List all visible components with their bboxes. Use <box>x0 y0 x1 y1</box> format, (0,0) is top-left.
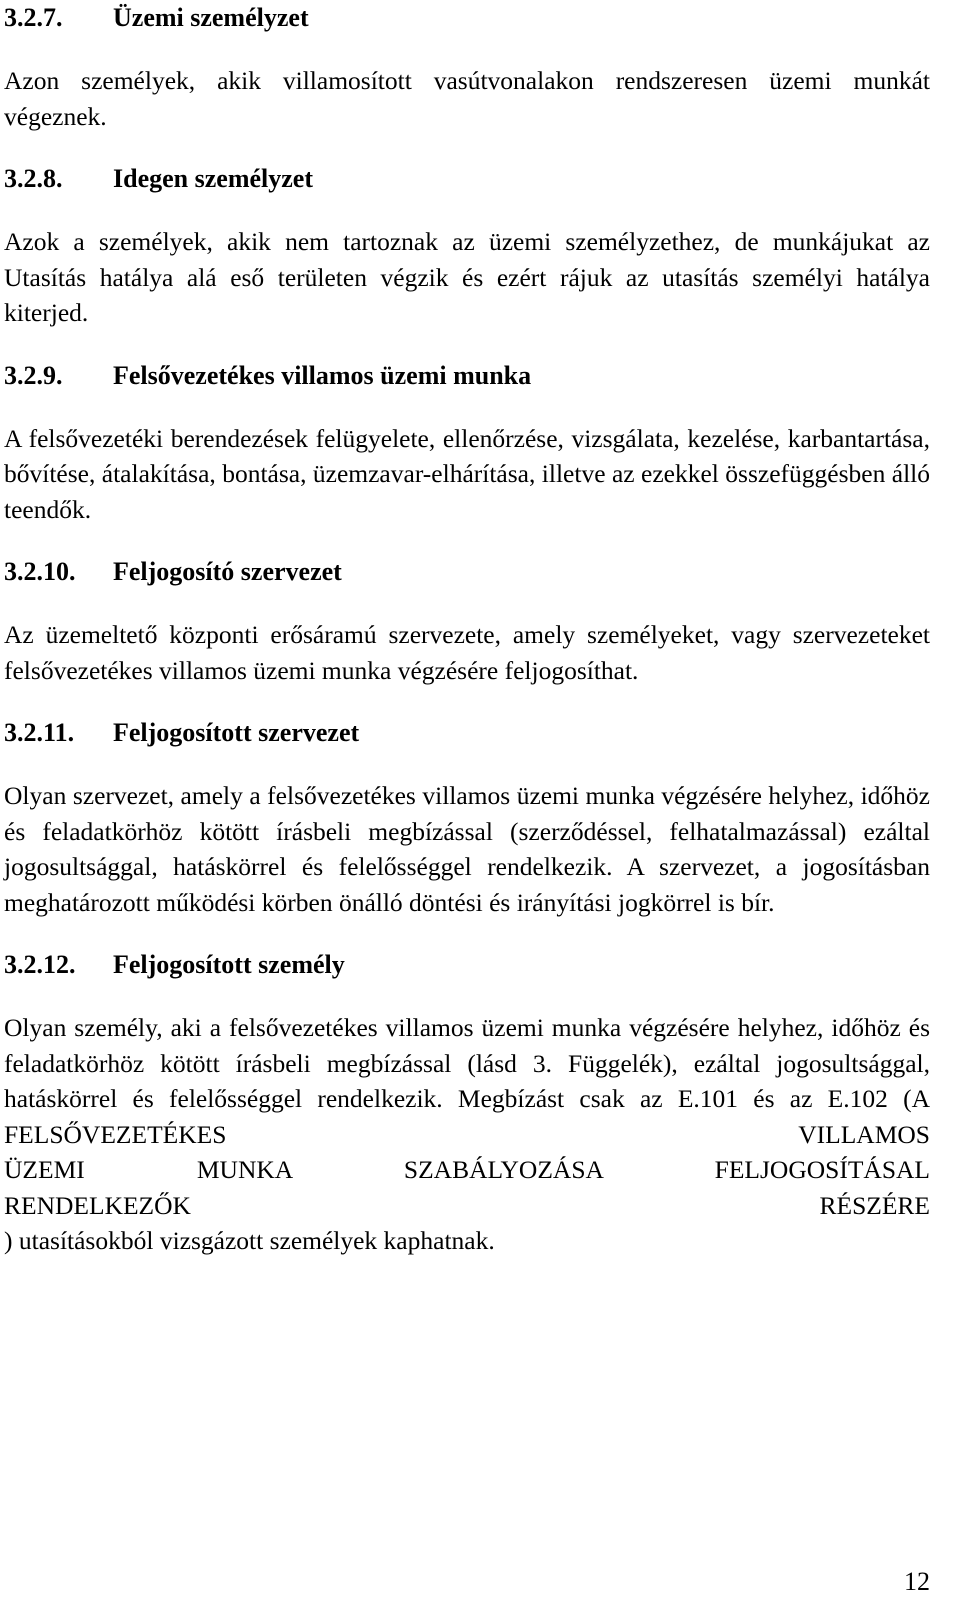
document-page <box>4 0 930 1259</box>
section-title: Feljogosító szervezet <box>113 557 342 586</box>
section-number: 3.2.12. <box>4 950 76 979</box>
section-title: Feljogosított szervezet <box>113 718 360 747</box>
section-number: 3.2.9. <box>4 360 63 390</box>
section-heading <box>4 947 930 983</box>
section-heading <box>4 0 930 36</box>
section-3-2-11 <box>4 715 930 947</box>
section-body <box>4 1010 930 1259</box>
section-body: Azok a személyek, akik nem tartoznak az üzemi személyzethez, de munkájukat az Utasítás hatálya alá eső területen végzik és ezért rájuk az utasítás személyi hatálya kiterjed. <box>4 227 930 327</box>
section-3-2-8 <box>4 161 930 358</box>
section-body-text: Olyan személy, aki a felsővezetékes villamos üzemi munka végzésére helyhez, időhöz és feladatkörhöz kötött írásbeli megbízással (lásd 3. Függelék), ezáltal jogosultsággal, hatáskörrel és felelősséggel rendelkezik. Megbízást csak az E.101 és az E.102 (A FELSŐVEZETÉKES VILLAMOS <box>4 1013 930 1149</box>
section-3-2-12 <box>4 947 930 1259</box>
section-title: Üzemi személyzet <box>113 3 309 32</box>
section-title: Felsővezetékes villamos üzemi munka <box>113 360 532 390</box>
section-3-2-10 <box>4 554 930 715</box>
section-3-2-7 <box>4 0 930 161</box>
section-body: Olyan szervezet, amely a felsővezetékes villamos üzemi munka végzésére helyhez, időhöz és feladatkörhöz kötött írásbeli megbízással (szerződéssel, felhatalmazással) ezáltal jogosultsággal, hatáskörrel és felelősséggel rendelkezik. A szervezet, a jogosításban meghatározott működési körben önálló döntési és irányítási jogkörrel is bír. <box>4 781 930 917</box>
section-title: Idegen személyzet <box>113 164 313 193</box>
section-heading <box>4 554 930 590</box>
section-heading <box>4 358 930 394</box>
section-heading <box>4 715 930 751</box>
section-body: Az üzemeltető központi erősáramú szervezete, amely személyeket, vagy szervezeteket felsővezetékes villamos üzemi munka végzésére feljogosíthat. <box>4 620 930 685</box>
section-number: 3.2.10. <box>4 557 76 586</box>
section-body-line: ÜZEMI MUNKA SZABÁLYOZÁSA FELJOGOSÍTÁSAL <box>4 1155 930 1184</box>
page-number: 12 <box>904 1567 930 1596</box>
section-number: 3.2.7. <box>4 3 63 32</box>
section-body: Azon személyek, akik villamosított vasútvonalakon rendszeresen üzemi munkát végeznek. <box>4 66 930 131</box>
section-body-line: ) utasításokból vizsgázott személyek kaphatnak. <box>4 1226 495 1255</box>
section-title: Feljogosított személy <box>113 950 345 979</box>
section-body-line: RENDELKEZŐK RÉSZÉRE <box>4 1190 930 1220</box>
section-number: 3.2.8. <box>4 164 63 193</box>
section-number: 3.2.11. <box>4 718 75 747</box>
section-heading <box>4 161 930 197</box>
section-3-2-9 <box>4 358 930 555</box>
section-body: A felsővezetéki berendezések felügyelete, ellenőrzése, vizsgálata, kezelése, karbantartása, bővítése, átalakítása, bontása, üzemzavar-elhárítása, illetve az ezekkel összefüggésben álló teendők. <box>4 423 930 524</box>
